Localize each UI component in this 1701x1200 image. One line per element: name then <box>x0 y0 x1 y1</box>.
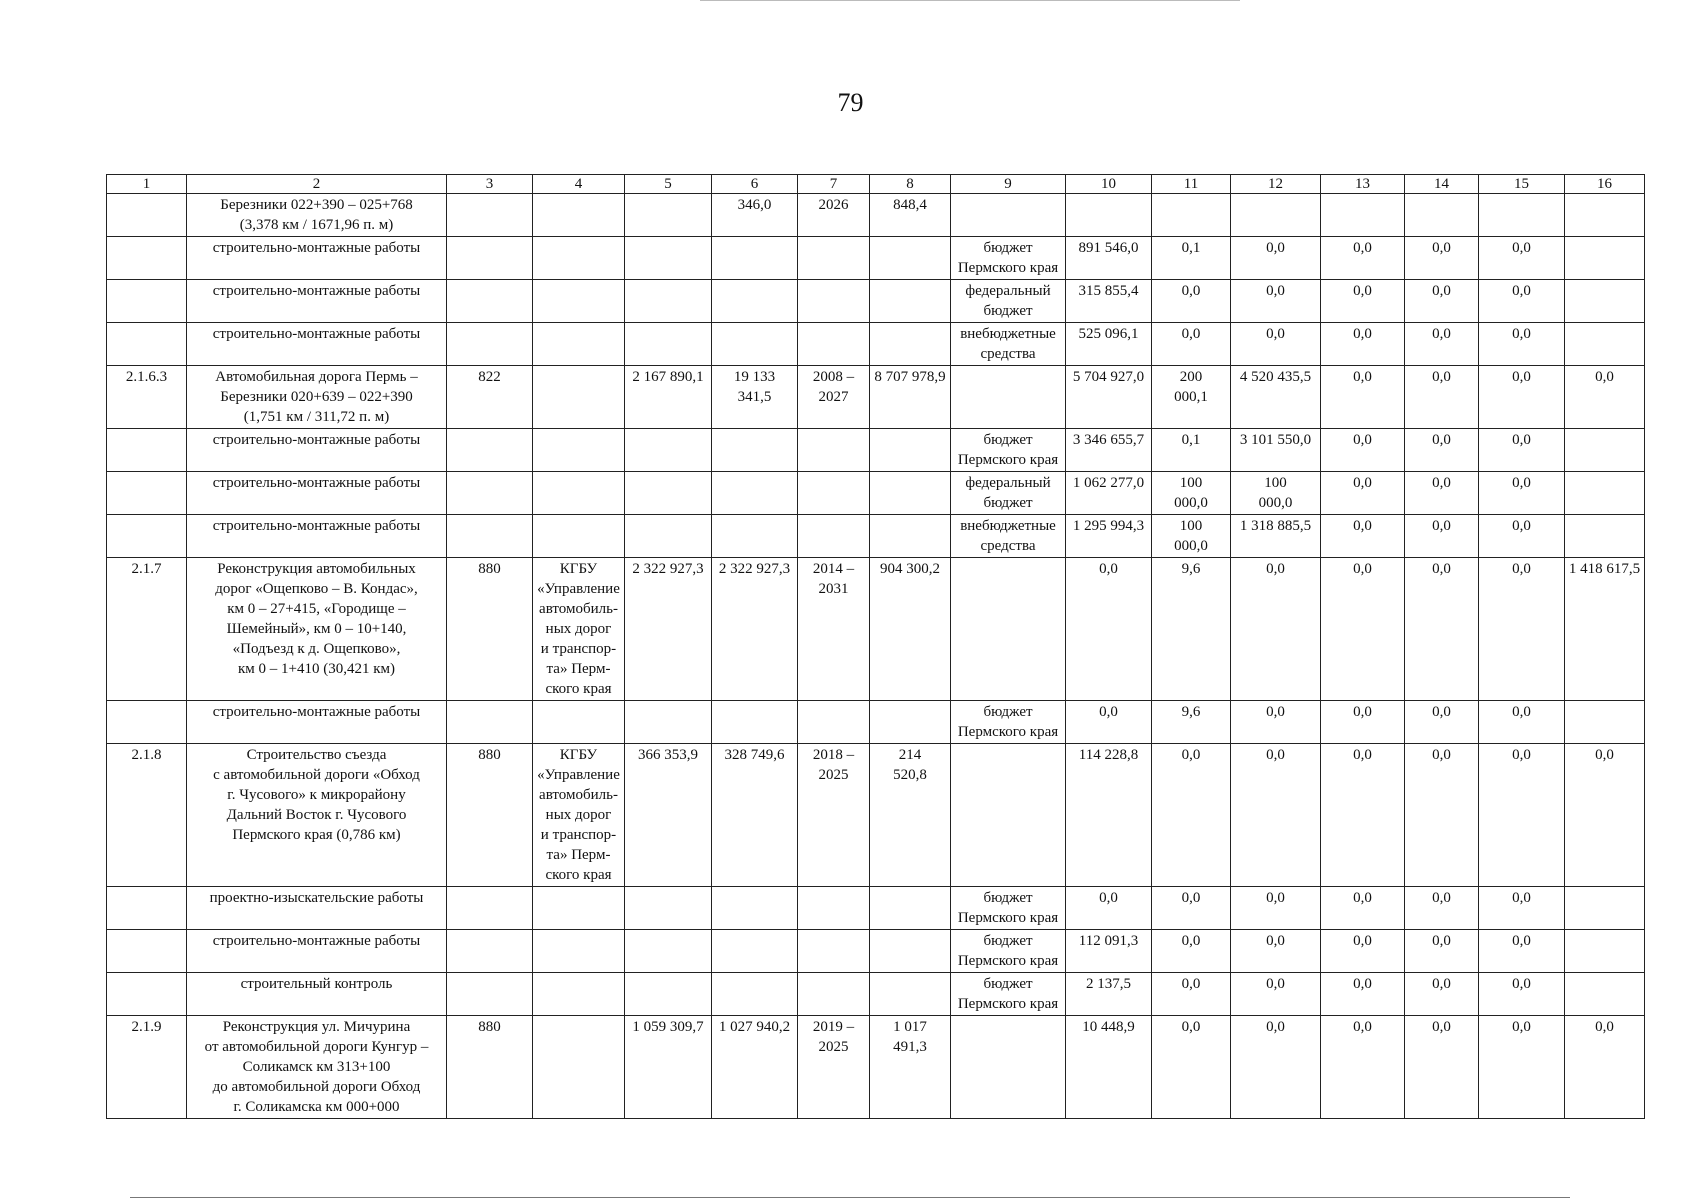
table-cell: 1 062 277,0 <box>1066 472 1152 515</box>
table-cell: 0,0 <box>1321 323 1405 366</box>
table-row <box>107 1016 1645 1119</box>
page-number: 79 <box>837 88 864 117</box>
table-cell <box>870 887 951 930</box>
table-cell <box>712 429 798 472</box>
table-cell: бюджет Пермского края <box>951 973 1066 1016</box>
table-cell: 315 855,4 <box>1066 280 1152 323</box>
column-header: 3 <box>447 175 533 194</box>
table-cell: Березники 022+390 – 025+768 (3,378 км / 1671,96 п. м) <box>187 194 447 237</box>
table-cell: 0,0 <box>1479 429 1565 472</box>
table-cell: 0,0 <box>1321 366 1405 429</box>
table-cell: 0,0 <box>1405 558 1479 701</box>
column-header: 14 <box>1405 175 1479 194</box>
table-cell: строительно-монтажные работы <box>187 280 447 323</box>
table-cell: 0,0 <box>1321 280 1405 323</box>
table-cell <box>1565 930 1645 973</box>
table-cell: 0,0 <box>1152 930 1231 973</box>
table-cell <box>1231 194 1321 237</box>
table-cell: 0,0 <box>1321 429 1405 472</box>
table-cell <box>798 973 870 1016</box>
table-row <box>107 429 1645 472</box>
table-cell: 904 300,2 <box>870 558 951 701</box>
table-cell: 200 000,1 <box>1152 366 1231 429</box>
table-cell <box>533 887 625 930</box>
table-cell: 0,0 <box>1479 887 1565 930</box>
table-cell: 0,0 <box>1479 323 1565 366</box>
table-cell: бюджет Пермского края <box>951 701 1066 744</box>
table-cell: 2 167 890,1 <box>625 366 712 429</box>
table-cell: федеральный бюджет <box>951 472 1066 515</box>
table-cell <box>951 558 1066 701</box>
table-cell: 0,0 <box>1321 930 1405 973</box>
table-cell: 3 101 550,0 <box>1231 429 1321 472</box>
column-header: 4 <box>533 175 625 194</box>
table-cell: строительно-монтажные работы <box>187 515 447 558</box>
table-cell <box>107 323 187 366</box>
table-cell: 114 228,8 <box>1066 744 1152 887</box>
table-cell: 0,0 <box>1405 930 1479 973</box>
table-row <box>107 194 1645 237</box>
table-cell: 9,6 <box>1152 558 1231 701</box>
table-cell: 0,0 <box>1405 887 1479 930</box>
table-cell: бюджет Пермского края <box>951 887 1066 930</box>
table-cell: 2019 – 2025 <box>798 1016 870 1119</box>
table-cell <box>870 472 951 515</box>
table-cell <box>1565 429 1645 472</box>
column-header: 12 <box>1231 175 1321 194</box>
table-cell <box>107 930 187 973</box>
table-cell: 0,0 <box>1479 930 1565 973</box>
table-cell: 0,0 <box>1231 1016 1321 1119</box>
table-cell <box>625 515 712 558</box>
table-cell: 0,0 <box>1321 1016 1405 1119</box>
table-cell <box>1321 194 1405 237</box>
table-cell <box>533 237 625 280</box>
table-row <box>107 323 1645 366</box>
table-cell: строительно-монтажные работы <box>187 237 447 280</box>
table-cell <box>712 930 798 973</box>
table-cell <box>1565 194 1645 237</box>
column-header: 7 <box>798 175 870 194</box>
table-cell <box>447 930 533 973</box>
table-row <box>107 701 1645 744</box>
table-cell <box>1565 887 1645 930</box>
table-cell <box>1066 194 1152 237</box>
table-cell: 0,0 <box>1231 887 1321 930</box>
table-cell <box>870 237 951 280</box>
table-cell: 0,0 <box>1321 558 1405 701</box>
table-cell: 0,0 <box>1565 1016 1645 1119</box>
table-cell <box>533 366 625 429</box>
table-cell: 0,0 <box>1405 366 1479 429</box>
table-cell <box>870 323 951 366</box>
table-cell <box>1565 237 1645 280</box>
table-cell <box>625 973 712 1016</box>
table-cell: Реконструкция автомобильных дорог «Ощепково – В. Кондас», км 0 – 27+415, «Городище – Шемейный», км 0 – 10+140, «Подъезд к д. Ощепково», км 0 – 1+410 (30,421 км) <box>187 558 447 701</box>
table-cell <box>533 973 625 1016</box>
table-cell <box>1565 472 1645 515</box>
table-cell: строительный контроль <box>187 973 447 1016</box>
table-cell: 4 520 435,5 <box>1231 366 1321 429</box>
column-header: 5 <box>625 175 712 194</box>
table-cell <box>951 194 1066 237</box>
column-header: 11 <box>1152 175 1231 194</box>
table-cell: 0,0 <box>1479 237 1565 280</box>
table-cell: 0,0 <box>1321 744 1405 887</box>
table-cell <box>447 472 533 515</box>
table-cell: бюджет Пермского края <box>951 237 1066 280</box>
table-cell <box>798 323 870 366</box>
table-cell: 0,0 <box>1152 973 1231 1016</box>
table-row <box>107 930 1645 973</box>
table-cell: 1 418 617,5 <box>1565 558 1645 701</box>
column-header: 8 <box>870 175 951 194</box>
table-cell <box>625 429 712 472</box>
table-cell <box>870 930 951 973</box>
table-cell <box>1479 194 1565 237</box>
table-cell <box>798 472 870 515</box>
table-cell: 3 346 655,7 <box>1066 429 1152 472</box>
table-cell <box>625 701 712 744</box>
table-cell <box>798 515 870 558</box>
table-cell: 19 133 341,5 <box>712 366 798 429</box>
table-cell <box>107 194 187 237</box>
table-cell: 1 318 885,5 <box>1231 515 1321 558</box>
table-cell: 0,1 <box>1152 237 1231 280</box>
table-cell: 0,0 <box>1152 744 1231 887</box>
table-cell <box>870 515 951 558</box>
table-cell <box>533 930 625 973</box>
table-cell: 0,0 <box>1066 887 1152 930</box>
table-cell: 0,0 <box>1479 472 1565 515</box>
table-header-row <box>107 175 1645 194</box>
table-cell: 1 027 940,2 <box>712 1016 798 1119</box>
table-cell: федеральный бюджет <box>951 280 1066 323</box>
table-cell: 2014 – 2031 <box>798 558 870 701</box>
table-cell: 0,0 <box>1231 280 1321 323</box>
table-cell: 0,0 <box>1479 558 1565 701</box>
table-cell <box>533 472 625 515</box>
table-cell: 0,0 <box>1479 744 1565 887</box>
table-cell <box>447 973 533 1016</box>
table-cell: 0,0 <box>1405 237 1479 280</box>
table-cell: 0,0 <box>1479 280 1565 323</box>
table-cell: 0,0 <box>1405 744 1479 887</box>
table-cell: 0,0 <box>1231 744 1321 887</box>
table-cell: внебюджетные средства <box>951 323 1066 366</box>
table-cell <box>798 887 870 930</box>
table-cell <box>533 323 625 366</box>
table-row <box>107 472 1645 515</box>
table-row <box>107 280 1645 323</box>
column-header: 9 <box>951 175 1066 194</box>
table-cell: 0,0 <box>1565 744 1645 887</box>
table-cell: 1 059 309,7 <box>625 1016 712 1119</box>
table-cell: Строительство съезда с автомобильной дороги «Обход г. Чусового» к микрорайону Дальний Восток г. Чусового Пермского края (0,786 км) <box>187 744 447 887</box>
table-cell: 0,0 <box>1231 930 1321 973</box>
table-cell <box>625 887 712 930</box>
table-cell: 848,4 <box>870 194 951 237</box>
table-cell: 880 <box>447 558 533 701</box>
table-cell: 0,0 <box>1152 1016 1231 1119</box>
table-cell: 0,0 <box>1231 323 1321 366</box>
table-cell <box>1152 194 1231 237</box>
table-cell: 0,0 <box>1231 237 1321 280</box>
table-cell: проектно-изыскательские работы <box>187 887 447 930</box>
table-cell: 0,0 <box>1479 366 1565 429</box>
table-cell: 0,0 <box>1405 280 1479 323</box>
table-cell <box>712 973 798 1016</box>
table-cell: внебюджетные средства <box>951 515 1066 558</box>
top-edge-line <box>700 0 1240 1</box>
table-cell: 8 707 978,9 <box>870 366 951 429</box>
table-cell <box>107 472 187 515</box>
table-cell <box>1565 323 1645 366</box>
table-cell: 0,0 <box>1405 701 1479 744</box>
table-cell <box>533 429 625 472</box>
table-cell: 0,0 <box>1479 1016 1565 1119</box>
table-cell: 0,0 <box>1066 558 1152 701</box>
table-cell: бюджет Пермского края <box>951 930 1066 973</box>
table-cell <box>712 237 798 280</box>
table-cell <box>533 701 625 744</box>
table-cell: строительно-монтажные работы <box>187 701 447 744</box>
table-cell: Реконструкция ул. Мичурина от автомобильной дороги Кунгур – Соликамск км 313+100 до автомобильной дороги Обход г. Соликамска км 000+000 <box>187 1016 447 1119</box>
table-cell: 880 <box>447 1016 533 1119</box>
table-cell: 822 <box>447 366 533 429</box>
table-cell <box>533 515 625 558</box>
table-cell: КГБУ «Управление автомобиль- ных дорог и транспор- та» Перм- ского края <box>533 558 625 701</box>
table-cell <box>1565 701 1645 744</box>
table-cell <box>107 280 187 323</box>
table-cell: 346,0 <box>712 194 798 237</box>
table-cell <box>798 429 870 472</box>
table-cell: 0,0 <box>1152 887 1231 930</box>
table-cell <box>798 280 870 323</box>
bottom-edge-line <box>130 1197 1570 1198</box>
table-cell <box>712 472 798 515</box>
column-header: 10 <box>1066 175 1152 194</box>
table-cell <box>107 701 187 744</box>
column-header: 1 <box>107 175 187 194</box>
table-row <box>107 515 1645 558</box>
table-cell <box>625 237 712 280</box>
table-cell: 0,0 <box>1321 701 1405 744</box>
table-cell: 366 353,9 <box>625 744 712 887</box>
table-cell: Автомобильная дорога Пермь – Березники 020+639 – 022+390 (1,751 км / 311,72 п. м) <box>187 366 447 429</box>
table-row <box>107 887 1645 930</box>
table-cell: 0,0 <box>1405 429 1479 472</box>
table-cell <box>533 194 625 237</box>
table-cell: 0,0 <box>1479 701 1565 744</box>
table-cell: 525 096,1 <box>1066 323 1152 366</box>
column-header: 13 <box>1321 175 1405 194</box>
table-cell: 1 295 994,3 <box>1066 515 1152 558</box>
table-cell <box>107 429 187 472</box>
table-cell: 0,0 <box>1479 973 1565 1016</box>
table-cell <box>1405 194 1479 237</box>
table-cell <box>107 887 187 930</box>
table-cell: 2008 – 2027 <box>798 366 870 429</box>
column-header: 6 <box>712 175 798 194</box>
table-cell: 0,0 <box>1405 1016 1479 1119</box>
table-cell: 0,0 <box>1231 701 1321 744</box>
table-row <box>107 558 1645 701</box>
table-cell: 0,0 <box>1405 515 1479 558</box>
table-cell <box>625 472 712 515</box>
table-cell <box>951 744 1066 887</box>
table-cell <box>447 887 533 930</box>
table-cell: 0,0 <box>1405 472 1479 515</box>
table-cell: 0,0 <box>1231 973 1321 1016</box>
table-cell: строительно-монтажные работы <box>187 930 447 973</box>
table-cell <box>625 323 712 366</box>
table-cell <box>533 1016 625 1119</box>
table-cell <box>447 429 533 472</box>
table-cell: 880 <box>447 744 533 887</box>
table-cell <box>798 237 870 280</box>
table-cell <box>447 237 533 280</box>
table-cell: 1 017 491,3 <box>870 1016 951 1119</box>
table-cell: 100 000,0 <box>1231 472 1321 515</box>
table-cell: 0,0 <box>1479 515 1565 558</box>
table-cell: 2 137,5 <box>1066 973 1152 1016</box>
table-cell: 112 091,3 <box>1066 930 1152 973</box>
table-cell: 0,0 <box>1405 973 1479 1016</box>
table-cell: 100 000,0 <box>1152 472 1231 515</box>
table-cell <box>870 429 951 472</box>
table-cell: строительно-монтажные работы <box>187 472 447 515</box>
table-cell: 2018 – 2025 <box>798 744 870 887</box>
table-cell: 0,0 <box>1066 701 1152 744</box>
table-cell <box>625 930 712 973</box>
table-cell <box>712 515 798 558</box>
table-cell: 0,0 <box>1152 280 1231 323</box>
table-cell <box>447 323 533 366</box>
table-cell: 0,0 <box>1321 973 1405 1016</box>
table-cell <box>1565 280 1645 323</box>
table-cell <box>712 701 798 744</box>
table-cell <box>447 701 533 744</box>
table-cell <box>798 701 870 744</box>
table-cell: 0,0 <box>1321 237 1405 280</box>
table-cell <box>951 366 1066 429</box>
table-cell: 5 704 927,0 <box>1066 366 1152 429</box>
table-cell <box>533 280 625 323</box>
table-cell: 2.1.6.3 <box>107 366 187 429</box>
table-cell: 0,0 <box>1152 323 1231 366</box>
table-cell: 0,0 <box>1565 366 1645 429</box>
table-cell: 2 322 927,3 <box>625 558 712 701</box>
table-cell <box>107 515 187 558</box>
table-cell <box>712 323 798 366</box>
column-header: 16 <box>1565 175 1645 194</box>
table-cell: 0,0 <box>1405 323 1479 366</box>
table-cell <box>1565 515 1645 558</box>
table-cell <box>1565 973 1645 1016</box>
table-cell: 0,0 <box>1321 515 1405 558</box>
table-cell: 891 546,0 <box>1066 237 1152 280</box>
table-cell <box>447 194 533 237</box>
table-cell <box>625 280 712 323</box>
table-cell <box>107 973 187 1016</box>
column-header: 15 <box>1479 175 1565 194</box>
table-cell: 2.1.9 <box>107 1016 187 1119</box>
table-row <box>107 973 1645 1016</box>
table-cell: 2 322 927,3 <box>712 558 798 701</box>
table-cell <box>447 280 533 323</box>
table-cell: бюджет Пермского края <box>951 429 1066 472</box>
table-cell: 2.1.8 <box>107 744 187 887</box>
table-cell: 10 448,9 <box>1066 1016 1152 1119</box>
table-cell: 2026 <box>798 194 870 237</box>
table-cell: 0,0 <box>1321 887 1405 930</box>
budget-table <box>106 174 1645 1119</box>
table-cell: строительно-монтажные работы <box>187 429 447 472</box>
table-cell: 2.1.7 <box>107 558 187 701</box>
table-cell <box>107 237 187 280</box>
table-cell: 0,0 <box>1321 472 1405 515</box>
table-cell <box>447 515 533 558</box>
table-cell <box>870 280 951 323</box>
column-header: 2 <box>187 175 447 194</box>
table-cell: 0,1 <box>1152 429 1231 472</box>
table-cell: 0,0 <box>1231 558 1321 701</box>
table-cell: КГБУ «Управление автомобиль- ных дорог и транспор- та» Перм- ского края <box>533 744 625 887</box>
table-cell <box>798 930 870 973</box>
table-cell: 214 520,8 <box>870 744 951 887</box>
table-row <box>107 366 1645 429</box>
table-row <box>107 237 1645 280</box>
table-cell <box>870 973 951 1016</box>
table-cell <box>712 280 798 323</box>
table-row <box>107 744 1645 887</box>
table-cell <box>870 701 951 744</box>
table-cell <box>625 194 712 237</box>
table-cell <box>712 887 798 930</box>
table-cell: строительно-монтажные работы <box>187 323 447 366</box>
table-cell <box>951 1016 1066 1119</box>
table-cell: 9,6 <box>1152 701 1231 744</box>
table-cell: 328 749,6 <box>712 744 798 887</box>
table-cell: 100 000,0 <box>1152 515 1231 558</box>
